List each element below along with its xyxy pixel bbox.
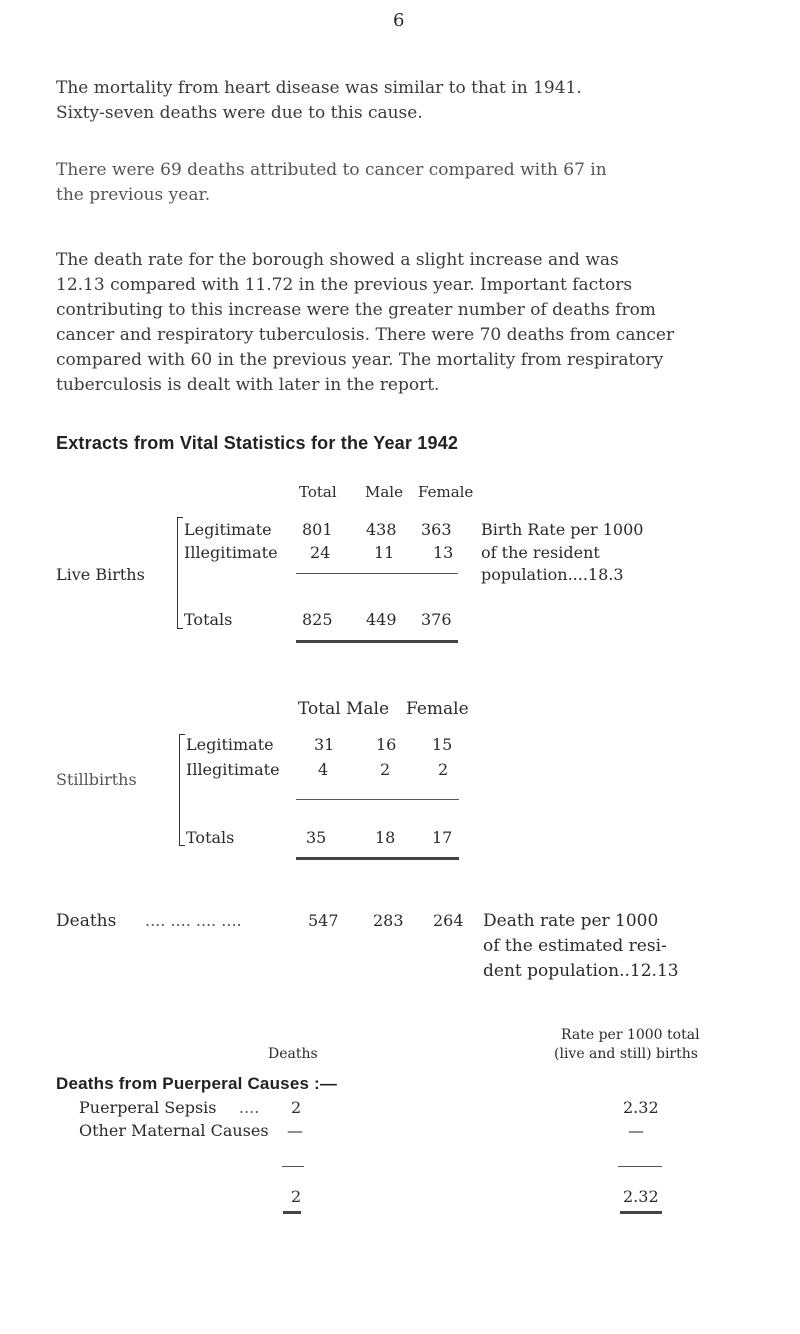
row-label-sepsis: Puerperal Sepsis [79, 1098, 217, 1117]
deaths-total: 547 [308, 911, 339, 930]
cell-total: 801 [302, 520, 333, 539]
row-label-totals: Totals [184, 610, 233, 629]
cell-deaths: 2 [291, 1098, 302, 1117]
col-header-male: Male [365, 483, 403, 501]
text-line: There were 69 deaths attributed to cancer compared with 67 in [56, 160, 607, 180]
death-rate-note: dent population..12.13 [483, 961, 679, 981]
cell-total: 24 [310, 543, 331, 562]
cell-female: 376 [421, 610, 452, 629]
deaths-female: 264 [433, 911, 464, 930]
double-rule [283, 1211, 301, 1214]
col-header-total: Total [299, 483, 337, 501]
birth-rate-note: population....18.3 [481, 565, 624, 584]
text-line: compared with 60 in the previous year. The mortality from respiratory [56, 350, 664, 370]
row-label-illegitimate: Illegitimate [184, 543, 278, 562]
row-label-legitimate: Legitimate [184, 520, 272, 539]
row-label-other: Other Maternal Causes [79, 1121, 269, 1140]
deaths-label: Deaths [56, 911, 117, 931]
leader-dots: .... .... .... .... [145, 911, 242, 930]
row-label-illegitimate: Illegitimate [186, 760, 280, 779]
cell-total: 825 [302, 610, 333, 629]
text-line: The death rate for the borough showed a slight increase and was [56, 250, 619, 270]
text-line: Sixty-seven deaths were due to this cause. [56, 103, 423, 123]
col-header-rate: (live and still) births [554, 1046, 698, 1062]
cell-deaths: — [287, 1121, 303, 1140]
deaths-male: 283 [373, 911, 404, 930]
double-rule [296, 857, 459, 860]
col-header-female: Female [418, 483, 474, 501]
cell-rate: 2.32 [623, 1098, 659, 1117]
birth-rate-note: of the resident [481, 543, 600, 562]
cell-female: 15 [432, 735, 453, 754]
text-line: the previous year. [56, 185, 211, 205]
cell-total: 35 [306, 828, 327, 847]
cell-male: 438 [366, 520, 397, 539]
cell-male: 16 [376, 735, 397, 754]
row-label-legitimate: Legitimate [186, 735, 274, 754]
text-line: The mortality from heart disease was similar to that in 1941. [56, 78, 582, 98]
divider [296, 799, 459, 800]
brace-bottom [177, 628, 183, 629]
paragraph-cancer [56, 158, 746, 208]
double-rule [620, 1211, 662, 1214]
brace-top [179, 734, 185, 735]
text-line: tuberculosis is dealt with later in the report. [56, 375, 440, 395]
cell-total: 31 [314, 735, 335, 754]
cell-total: 4 [318, 760, 329, 779]
cell-male: 11 [374, 543, 395, 562]
death-rate-note: Death rate per 1000 [483, 911, 659, 931]
brace-bottom [179, 845, 185, 846]
brace [179, 734, 180, 846]
text-line: contributing to this increase were the greater number of deaths from [56, 300, 656, 320]
col-header-female: Female [406, 699, 469, 719]
cell-male: 18 [375, 828, 396, 847]
divider [618, 1166, 662, 1167]
stillbirths-label: Stillbirths [56, 770, 137, 789]
page-number: 6 [393, 10, 405, 31]
birth-rate-note: Birth Rate per 1000 [481, 520, 644, 539]
cell-female: 363 [421, 520, 452, 539]
col-header-rate: Rate per 1000 total [561, 1027, 700, 1043]
double-rule [296, 640, 458, 643]
puerperal-heading: Deaths from Puerperal Causes :— [56, 1074, 338, 1093]
col-header-total: Total [298, 699, 341, 719]
col-header-male: Male [346, 699, 390, 719]
text-line: cancer and respiratory tuberculosis. There were 70 deaths from cancer [56, 325, 675, 345]
total-rate: 2.32 [623, 1187, 659, 1206]
col-header-deaths: Deaths [268, 1046, 318, 1062]
section-heading: Extracts from Vital Statistics for the Year 1942 [56, 433, 459, 453]
cell-male: 449 [366, 610, 397, 629]
cell-female: 13 [433, 543, 454, 562]
cell-female: 2 [438, 760, 449, 779]
cell-male: 2 [380, 760, 391, 779]
brace [177, 517, 178, 629]
death-rate-note: of the estimated resi- [483, 936, 667, 956]
divider [282, 1166, 304, 1167]
divider [296, 573, 458, 574]
live-births-label: Live Births [56, 565, 145, 584]
row-label-totals: Totals [186, 828, 235, 847]
cell-female: 17 [432, 828, 453, 847]
paragraph-death-rate [56, 248, 746, 398]
brace-top [177, 517, 183, 518]
paragraph-heart [56, 76, 746, 126]
text-line: 12.13 compared with 11.72 in the previous year. Important factors [56, 275, 633, 295]
total-deaths: 2 [291, 1187, 302, 1206]
cell-rate: — [628, 1121, 644, 1140]
leader-dots: .... [239, 1098, 260, 1117]
